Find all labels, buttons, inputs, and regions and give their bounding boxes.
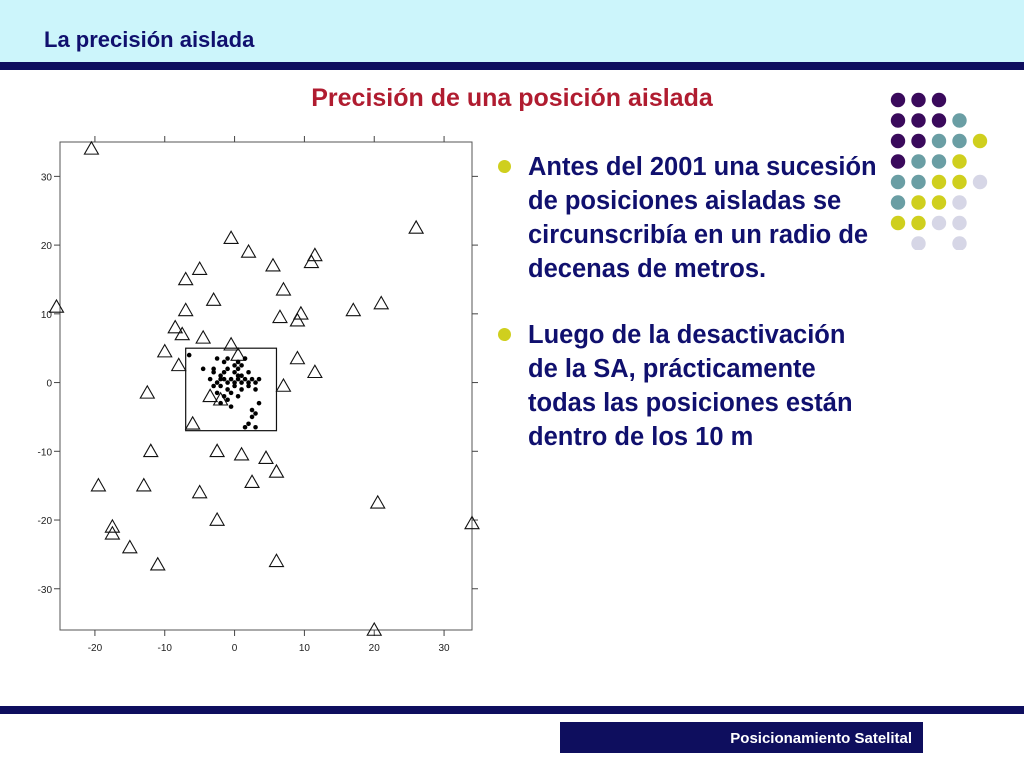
dot-point — [236, 394, 241, 399]
decor-dot — [973, 175, 987, 189]
header-title: La precisión aislada — [44, 27, 255, 52]
bullet-item — [492, 150, 882, 286]
triangle-point — [374, 297, 388, 309]
header-rule — [0, 62, 1024, 70]
dot-point — [257, 401, 262, 406]
footer-label: Posicionamiento Satelital — [560, 722, 923, 753]
header-band — [0, 0, 1024, 62]
decor-dot — [973, 134, 987, 148]
dot-point — [225, 356, 230, 361]
decor-dot — [952, 175, 966, 189]
decor-dot — [932, 175, 946, 189]
dot-point — [225, 367, 230, 372]
triangle-point — [151, 558, 165, 570]
triangle-point — [290, 352, 304, 364]
decor-dot — [952, 134, 966, 148]
dot-point — [225, 397, 230, 402]
decor-dot — [891, 175, 905, 189]
triangle-point — [290, 314, 304, 326]
decor-dot — [891, 154, 905, 168]
bullet-list — [492, 150, 882, 486]
triangle-point — [224, 231, 238, 243]
dot-point — [236, 360, 241, 365]
plot-frame — [60, 142, 472, 630]
triangle-point — [259, 451, 273, 463]
decor-dot — [932, 134, 946, 148]
dot-point — [246, 422, 251, 427]
decor-dot — [952, 216, 966, 230]
dot-point — [253, 387, 258, 392]
y-tick-label: 30 — [40, 172, 52, 184]
triangle-point — [273, 310, 287, 322]
y-tick-label: 0 — [46, 378, 52, 390]
triangle-point — [193, 486, 207, 498]
dot-point — [215, 391, 220, 396]
triangle-point — [137, 479, 151, 491]
x-tick-label: 10 — [298, 643, 310, 654]
slide-title: Precisión de una posición aislada — [311, 84, 713, 112]
decor-dot — [911, 216, 925, 230]
triangle-point — [245, 475, 259, 487]
dot-point — [232, 363, 237, 368]
triangle-point — [276, 379, 290, 391]
dot-point — [243, 356, 248, 361]
triangle-point — [210, 444, 224, 456]
y-tick-label: 10 — [40, 309, 52, 321]
triangle-point — [242, 245, 256, 257]
y-tick-label: -20 — [37, 516, 52, 528]
x-tick-label: 30 — [438, 643, 450, 654]
decor-dot — [891, 93, 905, 107]
decor-dot — [911, 134, 925, 148]
triangle-point — [207, 293, 221, 305]
triangle-point — [269, 465, 283, 477]
dot-point — [243, 425, 248, 430]
dot-point — [239, 387, 244, 392]
dot-point — [222, 370, 227, 375]
scatter-plot — [0, 125, 490, 660]
decor-dot — [911, 175, 925, 189]
decor-dot — [952, 236, 966, 250]
triangle-point — [144, 444, 158, 456]
dot-point — [225, 387, 230, 392]
dot-point — [215, 356, 220, 361]
dot-point — [239, 363, 244, 368]
dot-point — [250, 408, 255, 413]
dot-point — [229, 377, 234, 382]
dot-point — [253, 380, 258, 385]
triangle-point — [158, 345, 172, 357]
bullet-item — [492, 318, 882, 454]
triangle-point — [91, 479, 105, 491]
dot-point — [211, 370, 216, 375]
triangle-point — [175, 327, 189, 339]
triangle-point — [140, 386, 154, 398]
dot-point — [257, 377, 262, 382]
decor-dot — [952, 154, 966, 168]
triangle-point — [304, 255, 318, 267]
decor-dot — [932, 195, 946, 209]
dot-point — [246, 384, 251, 389]
decor-dot — [932, 113, 946, 127]
decor-dot — [932, 93, 946, 107]
y-tick-label: -10 — [37, 447, 52, 459]
dot-point — [222, 394, 227, 399]
dot-point — [250, 415, 255, 420]
decor-dot — [932, 154, 946, 168]
triangle-point — [409, 221, 423, 233]
y-tick-label: -30 — [37, 584, 52, 596]
decor-dot — [891, 216, 905, 230]
decor-dot — [952, 195, 966, 209]
dot-point — [218, 384, 223, 389]
triangle-point — [308, 365, 322, 377]
dot-point — [218, 401, 223, 406]
dot-point — [208, 377, 213, 382]
dot-point — [218, 377, 223, 382]
decor-dot — [911, 154, 925, 168]
decor-dot — [952, 113, 966, 127]
triangle-point — [203, 389, 217, 401]
dot-point — [229, 391, 234, 396]
dot-point — [253, 425, 258, 430]
triangle-point — [276, 283, 290, 295]
triangle-point — [179, 272, 193, 284]
dot-point — [232, 370, 237, 375]
triangle-point — [371, 496, 385, 508]
decor-dot — [911, 236, 925, 250]
decor-dot — [932, 216, 946, 230]
dot-point — [253, 411, 258, 416]
x-tick-label: 0 — [231, 643, 238, 654]
dot-point — [229, 404, 234, 409]
x-tick-label: -10 — [157, 643, 172, 654]
dot-point — [236, 377, 241, 382]
triangle-point — [179, 303, 193, 315]
bullet-dot-icon — [498, 328, 511, 341]
triangle-point — [193, 262, 207, 274]
triangle-point — [235, 448, 249, 460]
decor-dot — [891, 113, 905, 127]
decor-dot — [911, 195, 925, 209]
dot-point — [250, 377, 255, 382]
dot-point — [201, 367, 206, 372]
dot-point — [239, 380, 244, 385]
x-tick-label: 20 — [368, 643, 380, 654]
decor-dot — [911, 113, 925, 127]
dot-point — [243, 377, 248, 382]
dot-point — [215, 380, 220, 385]
dot-point — [187, 353, 192, 358]
triangle-point — [172, 358, 186, 370]
dot-point — [211, 384, 216, 389]
y-tick-label: 20 — [40, 241, 52, 253]
dot-point — [225, 380, 230, 385]
decorative-dot-grid — [884, 90, 994, 250]
decor-dot — [891, 134, 905, 148]
x-tick-label: -20 — [87, 643, 103, 654]
triangle-point — [186, 417, 200, 429]
dot-point — [232, 384, 237, 389]
decor-dot — [891, 195, 905, 209]
triangle-point — [84, 142, 98, 154]
triangle-point — [269, 554, 283, 566]
decor-dot — [911, 93, 925, 107]
triangle-point — [196, 331, 210, 343]
dot-point — [246, 370, 251, 375]
dot-point — [236, 367, 241, 372]
dot-point — [222, 360, 227, 365]
triangle-point — [210, 513, 224, 525]
triangle-point — [346, 303, 360, 315]
bullet-text: Luego de la desactivación de la SA, prácticamente todas las posiciones están dentro de los 10 m — [528, 321, 853, 451]
bullet-text: Antes del 2001 una sucesión de posiciones aisladas se circunscribía en un radio de decenas de metros. — [528, 153, 877, 283]
footer-rule — [0, 706, 1024, 714]
bullet-dot-icon — [498, 160, 511, 173]
dot-point — [239, 373, 244, 378]
triangle-point — [123, 541, 137, 553]
triangle-point — [266, 259, 280, 271]
